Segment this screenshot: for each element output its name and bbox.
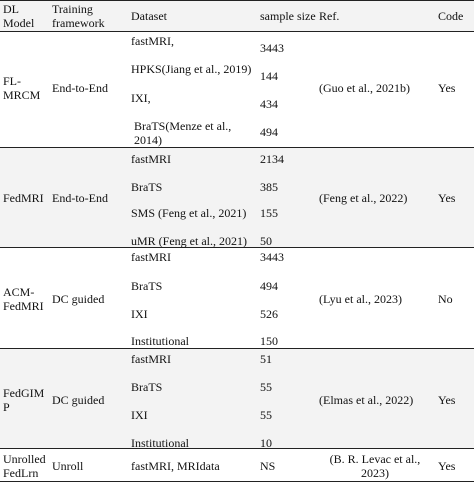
sample-size: 3443 <box>260 250 284 264</box>
training-framework: End-to-End <box>52 81 108 95</box>
reference: (Elmas et al., 2022) <box>319 393 414 407</box>
sample-size: 55 <box>260 408 272 422</box>
model-name: FedMRI <box>3 191 44 205</box>
dataset-name: fastMRI, <box>131 34 174 48</box>
training-framework: End-to-End <box>52 191 108 205</box>
model-name: ACM-FedMRI <box>3 285 44 313</box>
dataset-name: IXI <box>131 307 148 321</box>
code-availability: No <box>438 292 453 306</box>
dataset-name: BraTS(Menze et al., 2014) <box>134 119 232 147</box>
code-availability: Yes <box>438 191 456 205</box>
header-dataset: Dataset <box>131 9 167 23</box>
dataset-name: Institutional <box>131 436 189 450</box>
sample-size: 51 <box>260 352 272 366</box>
row-rule <box>0 348 474 349</box>
header-ref: Ref. <box>319 9 340 23</box>
dataset-name: fastMRI, MRIdata <box>131 459 220 473</box>
reference: (Guo et al., 2021b) <box>319 81 410 95</box>
sample-size: 55 <box>260 380 272 394</box>
dataset-name: fastMRI <box>131 352 171 366</box>
sample-size: 144 <box>260 69 278 83</box>
table-top-rule <box>0 0 474 1</box>
training-framework: DC guided <box>52 292 105 306</box>
row-rule <box>0 448 474 449</box>
training-framework: Unroll <box>52 459 84 473</box>
dataset-name: BraTS <box>131 380 163 394</box>
training-framework: DC guided <box>52 393 105 407</box>
dataset-name: uMR (Feng et al., 2021) <box>131 234 247 248</box>
sample-size: NS <box>260 459 276 473</box>
dataset-name: IXI, <box>131 91 151 105</box>
code-availability: Yes <box>438 459 456 473</box>
row-rule <box>0 147 474 148</box>
sample-size: 2134 <box>260 152 284 166</box>
dataset-name: BraTS <box>131 279 163 293</box>
sample-size: 50 <box>260 234 272 248</box>
sample-size: 155 <box>260 206 278 220</box>
model-name: FL-MRCM <box>3 74 41 102</box>
header-framework: Training framework <box>52 2 105 30</box>
code-availability: Yes <box>438 393 456 407</box>
dataset-name: fastMRI <box>131 250 171 264</box>
sample-size: 434 <box>260 97 278 111</box>
header-code: Code <box>438 9 464 23</box>
sample-size: 494 <box>260 279 278 293</box>
reference: (Lyu et al., 2023) <box>319 292 402 306</box>
dataset-name: HPKS(Jiang et al., 2019) <box>131 62 252 76</box>
dataset-name: fastMRI <box>131 152 171 166</box>
sample-size: 3443 <box>260 41 284 55</box>
sample-size: 526 <box>260 307 278 321</box>
dataset-name: IXI <box>131 408 148 422</box>
header-sample-size: sample size <box>260 9 316 23</box>
header-rule <box>0 31 474 32</box>
sample-size: 10 <box>260 436 272 450</box>
sample-size: 494 <box>260 125 278 139</box>
dataset-name: Institutional <box>131 334 189 348</box>
sample-size: 150 <box>260 334 278 348</box>
dataset-name: BraTS <box>131 180 163 194</box>
model-name: Unrolled FedLrn <box>3 452 46 480</box>
reference: (Feng et al., 2022) <box>319 191 408 205</box>
sample-size: 385 <box>260 180 278 194</box>
code-availability: Yes <box>438 81 456 95</box>
dataset-name: SMS (Feng et al., 2021) <box>131 206 247 220</box>
model-name: FedGIMP <box>3 386 45 414</box>
reference: (B. R. Levac et al., 2023) <box>329 452 421 480</box>
header-model: DL Model <box>3 2 35 30</box>
